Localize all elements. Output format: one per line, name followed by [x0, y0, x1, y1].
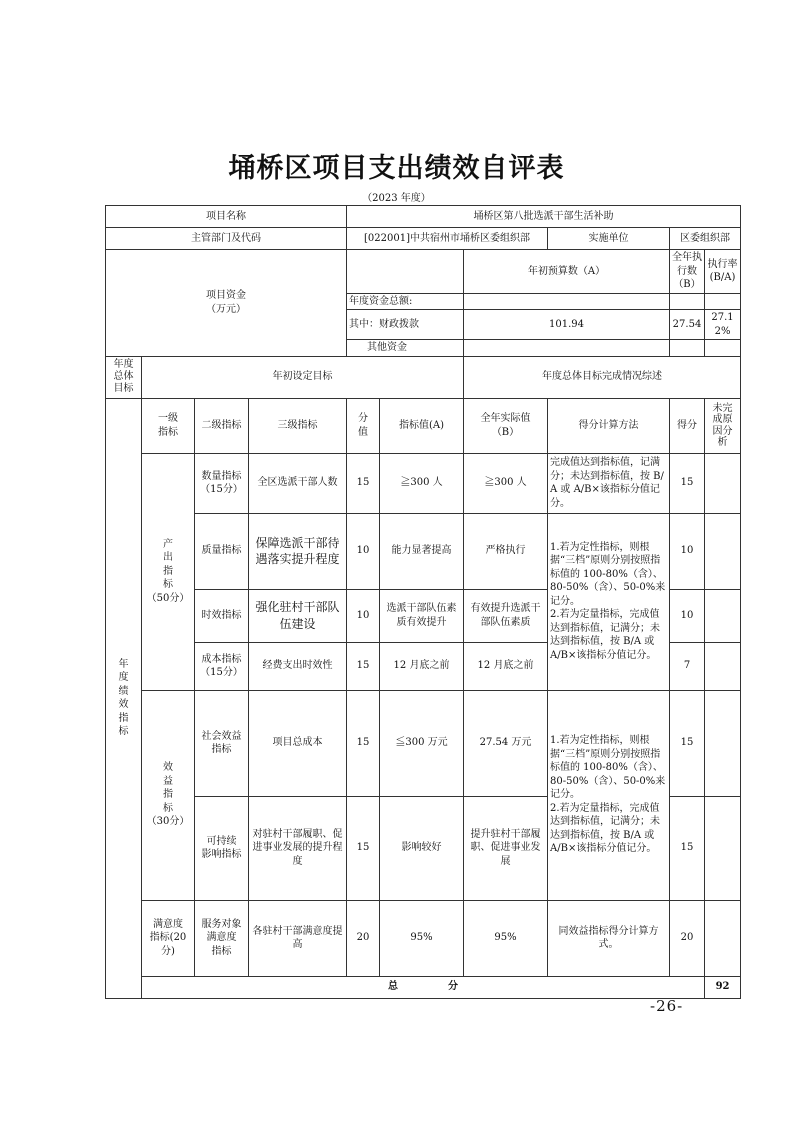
- hdr-score: 得分: [670, 398, 705, 453]
- initial-goal-header: 年初设定目标: [142, 356, 464, 398]
- other-funds-executed: [670, 340, 705, 357]
- row-score: 10: [670, 589, 705, 642]
- indicators-side-label: 年 度 绩 效 指 标: [106, 398, 142, 998]
- row-level2: 数量指标 （15分）: [195, 453, 249, 513]
- method-satisfaction: 同效益指标得分计算方式。: [548, 900, 670, 976]
- row-target: 影响较好: [380, 796, 464, 900]
- row-actual: 95%: [464, 900, 548, 976]
- row-weight: 15: [347, 796, 380, 900]
- page-number: -26-: [650, 997, 684, 1015]
- hdr-level2: 二级指标: [195, 398, 249, 453]
- funds-total-executed: [670, 293, 705, 310]
- row-target: ≧300 人: [380, 453, 464, 513]
- hdr-weight: 分 值: [347, 398, 380, 453]
- hdr-level1: 一级 指标: [142, 398, 195, 453]
- funds-total-budget: [464, 293, 670, 310]
- row-reason: [705, 453, 741, 513]
- row-actual: ≧300 人: [464, 453, 548, 513]
- row-level3: 强化驻村干部队伍建设: [249, 589, 347, 642]
- row-weight: 20: [347, 900, 380, 976]
- project-name-value: 埇桥区第八批选派干部生活补助: [347, 206, 741, 228]
- satisfaction-indicators-label: 满意度 指标(20 分): [142, 900, 195, 976]
- funds-label: 项目资金 （万元）: [106, 250, 347, 357]
- funds-total-label: 年度资金总额:: [347, 293, 464, 310]
- row-level2: 社会效益 指标: [195, 690, 249, 796]
- row-score: 10: [670, 513, 705, 589]
- row-reason: [705, 513, 741, 589]
- row-reason: [705, 690, 741, 796]
- row-reason: [705, 642, 741, 690]
- row-level2: 时效指标: [195, 589, 249, 642]
- row-actual: 严格执行: [464, 513, 548, 589]
- other-funds-rate: [705, 340, 741, 357]
- row-score: 15: [670, 690, 705, 796]
- row-weight: 15: [347, 453, 380, 513]
- row-level3: 全区选派干部人数: [249, 453, 347, 513]
- project-name-label: 项目名称: [106, 206, 347, 228]
- row-level3: 经费支出时效性: [249, 642, 347, 690]
- row-level2: 质量指标: [195, 513, 249, 589]
- row-weight: 10: [347, 513, 380, 589]
- col-rate: 执行率(B/A): [705, 250, 741, 294]
- row-target: 12 月底之前: [380, 642, 464, 690]
- fiscal-budget: 101.94: [464, 310, 670, 340]
- col-budget: 年初预算数（A）: [464, 250, 670, 294]
- page-title: 埇桥区项目支出绩效自评表: [228, 153, 565, 184]
- hdr-level3: 三级指标: [249, 398, 347, 453]
- row-reason: [705, 796, 741, 900]
- row-weight: 10: [347, 589, 380, 642]
- other-funds-budget: [464, 340, 670, 357]
- fiscal-year: （2023 年度）: [362, 193, 431, 204]
- row-target: ≦300 万元: [380, 690, 464, 796]
- fiscal-executed: 27.54: [670, 310, 705, 340]
- row-actual: 有效提升选派干部队伍素质: [464, 589, 548, 642]
- total-score: 92: [705, 976, 741, 998]
- row-score: 7: [670, 642, 705, 690]
- row-score: 15: [670, 796, 705, 900]
- funds-total-rate: [705, 293, 741, 310]
- row-level2: 成本指标 （15分）: [195, 642, 249, 690]
- row-target: 能力显著提高: [380, 513, 464, 589]
- row-actual: 12 月底之前: [464, 642, 548, 690]
- row-target: 95%: [380, 900, 464, 976]
- impl-value: 区委组织部: [670, 228, 741, 250]
- row-reason: [705, 900, 741, 976]
- row-level2: 可持续 影响指标: [195, 796, 249, 900]
- fiscal-label: 其中：财政拨款: [347, 310, 464, 340]
- method-output: 1.若为定性指标，则根据“三档”原则分别按照指标值的 100-80%（含）、80-50%（含）、50-0%来记分。 2.若为定量指标，完成值达到指标值，记满分；未达到指标值，按 B/A 或 A/B×该指标分值记分。: [548, 513, 670, 690]
- row-weight: 15: [347, 642, 380, 690]
- row-weight: 15: [347, 690, 380, 796]
- other-funds-label: 其他资金: [347, 340, 464, 357]
- performance-table: [105, 205, 741, 999]
- row-level3: 项目总成本: [249, 690, 347, 796]
- fiscal-rate: 27.12%: [705, 310, 741, 340]
- row-level2: 服务对象 满意度 指标: [195, 900, 249, 976]
- hdr-method: 得分计算方法: [548, 398, 670, 453]
- output-indicators-label: 产 出 指 标 （50分）: [142, 453, 195, 690]
- dept-label: 主管部门及代码: [106, 228, 347, 250]
- row-actual: 提升驻村干部履职、促进事业发展: [464, 796, 548, 900]
- row-level3: 保障选派干部待遇落实提升程度: [249, 513, 347, 589]
- method-benefit: 1.若为定性指标，则根据“三档”原则分别按照指标值的 100-80%（含）、80-50%（含）、50-0%来记分。 2.若为定量指标，完成值达到指标值，记满分；未达到指标值，按 B/A 或 A/B×该指标分值记分。: [548, 690, 670, 900]
- total-label: 总 分: [142, 976, 705, 998]
- row-score: 20: [670, 900, 705, 976]
- row-actual: 27.54 万元: [464, 690, 548, 796]
- hdr-actual: 全年实际值 （B）: [464, 398, 548, 453]
- overall-goal-label: 年度 总体 目标: [106, 356, 142, 398]
- row-score: 15: [670, 453, 705, 513]
- row-target: 选派干部队伍素质有效提升: [380, 589, 464, 642]
- row-level3: 对驻村干部履职、促进事业发展的提升程度: [249, 796, 347, 900]
- impl-label: 实施单位: [548, 228, 670, 250]
- row-reason: [705, 589, 741, 642]
- goal-completion-header: 年度总体目标完成情况综述: [464, 356, 741, 398]
- funds-header-spacer: [347, 250, 464, 294]
- dept-value: [022001]中共宿州市埇桥区委组织部: [347, 228, 548, 250]
- benefit-indicators-label: 效 益 指 标 （30分）: [142, 690, 195, 900]
- col-executed: 全年执行数（B）: [670, 250, 705, 294]
- hdr-reason: 未完 成原 因分 析: [705, 398, 741, 453]
- hdr-target: 指标值(A): [380, 398, 464, 453]
- row-level3: 各驻村干部满意度提高: [249, 900, 347, 976]
- method-quantity: 完成值达到指标值，记满分；未达到指标值，按 B/A 或 A/B×该指标分值记分。: [548, 453, 670, 513]
